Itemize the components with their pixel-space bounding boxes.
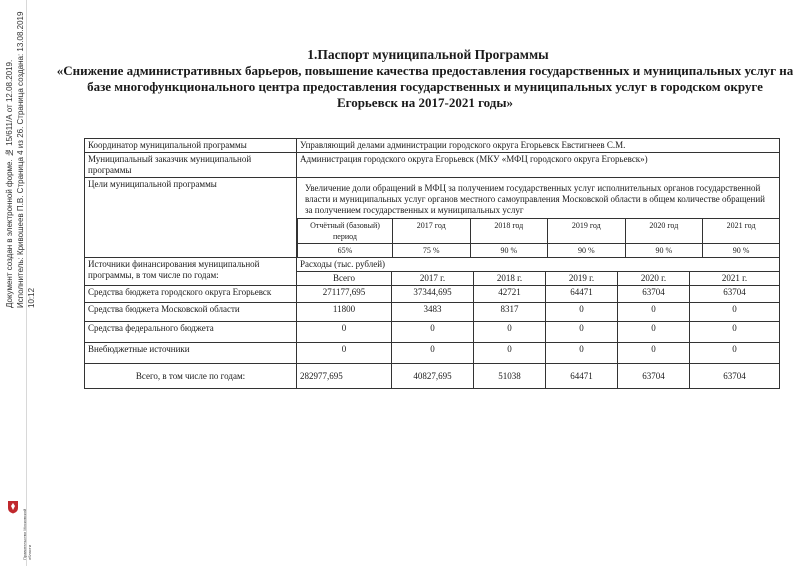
goals-text: Увеличение доли обращений в МФЦ за получением государственных услуг исполнительных органов государственной власти и муниципальных услуг органов местного самоуправления Московской области в общем количестве обращений за получением государственных и муниципальных услуг — [305, 183, 765, 215]
cell-value: 64471 — [546, 286, 618, 303]
cell-value: 271177,695 — [297, 286, 392, 303]
finance-label: Источники финансирования муниципальной программы, в том числе по годам: — [85, 258, 297, 286]
goal-header: 2018 год — [470, 219, 548, 244]
goal-value: 75 % — [393, 244, 471, 258]
goal-value: 65% — [298, 244, 393, 258]
cell-value: 0 — [690, 322, 780, 343]
row-label: Средства бюджета городского округа Егорьевск — [85, 286, 297, 303]
cell-value: 0 — [297, 343, 392, 364]
cell-value: 3483 — [392, 303, 474, 322]
cell-value: 0 — [618, 303, 690, 322]
program-name: «Снижение административных барьеров, повышение качества предоставления государственных и муниципальных услуг на базе многофункционального центра предоставления государственных и муниципальных услуг в городском округе Егорьевск на 2017-2021 годы» — [56, 63, 794, 110]
program-passport-table — [84, 138, 780, 389]
customer-value: Администрация городского округа Егорьевск (МКУ «МФЦ городского округа Егорьевск») — [297, 153, 780, 178]
goals-label: Цели муниципальной программы — [85, 178, 297, 258]
table-row — [85, 153, 780, 178]
goal-header: 2017 год — [393, 219, 471, 244]
cell-value: 42721 — [474, 286, 546, 303]
total-value: 282977,695 — [297, 364, 392, 389]
emblem-caption: Правительство Московской области — [22, 508, 32, 560]
cell-value: 0 — [618, 322, 690, 343]
total-value: 64471 — [546, 364, 618, 389]
cell-value: 0 — [474, 343, 546, 364]
column-header: 2019 г. — [546, 272, 618, 286]
total-value: 40827,695 — [392, 364, 474, 389]
goal-value: 90 % — [470, 244, 548, 258]
table-row — [85, 343, 780, 364]
cell-value: 37344,695 — [392, 286, 474, 303]
total-row — [85, 364, 780, 389]
cell-value: 0 — [546, 343, 618, 364]
goal-value: 90 % — [703, 244, 779, 258]
cell-value: 0 — [546, 322, 618, 343]
cell-value: 8317 — [474, 303, 546, 322]
column-header: 2018 г. — [474, 272, 546, 286]
table-row — [85, 139, 780, 153]
column-header: 2021 г. — [690, 272, 780, 286]
column-header: Всего — [297, 272, 392, 286]
coordinator-value: Управляющий делами администрации городского округа Егорьевск Евстигнеев С.М. — [297, 139, 780, 153]
customer-label: Муниципальный заказчик муниципальной программы — [85, 153, 297, 178]
document-stamp-note: Документ создан в электронной форме. № 15/611/А от 12.08.2019. Исполнитель: Кривошеев П.В. Страница 4 из 26. Страница создана: 13.08.2019 10:12 — [5, 11, 36, 308]
goal-header: 2021 год — [703, 219, 779, 244]
cell-value: 0 — [297, 322, 392, 343]
cell-value: 63704 — [690, 286, 780, 303]
table-row — [85, 303, 780, 322]
goal-value: 90 % — [548, 244, 626, 258]
goal-header: 2020 год — [625, 219, 703, 244]
cell-value: 0 — [618, 343, 690, 364]
table-row — [85, 178, 780, 258]
total-value: 63704 — [690, 364, 780, 389]
total-value: 63704 — [618, 364, 690, 389]
table-row — [85, 286, 780, 303]
goal-value: 90 % — [625, 244, 703, 258]
goal-header: Отчётный (базовый) период — [298, 219, 393, 244]
table-row — [85, 258, 780, 272]
column-header: 2017 г. — [392, 272, 474, 286]
cell-value: 0 — [546, 303, 618, 322]
row-label: Средства федерального бюджета — [85, 322, 297, 343]
row-label: Средства бюджета Московской области — [85, 303, 297, 322]
coordinator-label: Координатор муниципальной программы — [85, 139, 297, 153]
cell-value: 0 — [392, 322, 474, 343]
total-label: Всего, в том числе по годам: — [85, 364, 297, 389]
cell-value: 63704 — [618, 286, 690, 303]
table-row — [85, 322, 780, 343]
coat-of-arms-icon — [7, 500, 19, 514]
page-title: 1.Паспорт муниципальной Программы — [307, 47, 549, 62]
total-value: 51038 — [474, 364, 546, 389]
cell-value: 0 — [392, 343, 474, 364]
goal-header: 2019 год — [548, 219, 626, 244]
expenses-label: Расходы (тыс. рублей) — [297, 258, 780, 272]
cell-value: 0 — [690, 303, 780, 322]
cell-value: 0 — [690, 343, 780, 364]
cell-value: 0 — [474, 322, 546, 343]
row-label: Внебюджетные источники — [85, 343, 297, 364]
column-header: 2020 г. — [618, 272, 690, 286]
cell-value: 11800 — [297, 303, 392, 322]
goals-indicator-table — [297, 218, 779, 257]
